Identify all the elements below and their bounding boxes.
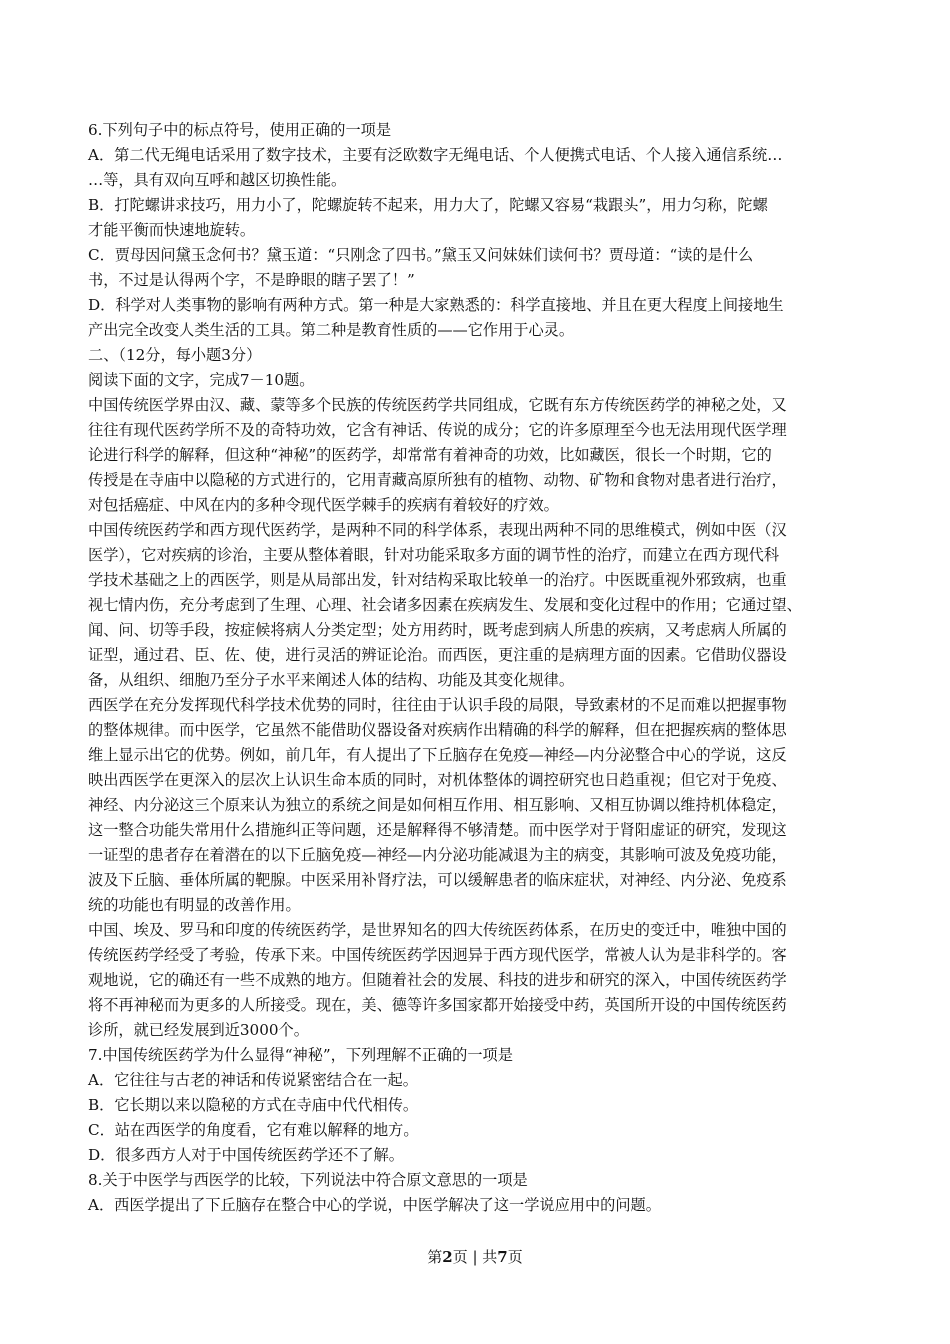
passage-line: 中国、埃及、罗马和印度的传统医药学，是世界知名的四大传统医药体系，在历史的变迁中，唯独中国的	[88, 921, 787, 939]
q7-stem: 7.中国传统医药学为什么显得“神秘”，下列理解不正确的一项是	[88, 1046, 513, 1064]
passage-line: 映出西医学在更深入的层次上认识生命本质的同时，对机体整体的调控研究也日趋重视；但它对于免疫、	[88, 771, 787, 789]
footer-prefix: 第	[427, 1248, 443, 1266]
passage-line: 传统医药学经受了考验，传承下来。中国传统医药学因迥异于西方现代医学，常被人认为是非科学的。客	[88, 946, 787, 964]
q6-option-d-line2: 产出完全改变人类生活的工具。第二种是教育性质的——它作用于心灵。	[88, 321, 574, 339]
passage-line: 一证型的患者存在着潜在的以下丘脑免疫—神经—内分泌功能减退为主的病变，其影响可波及免疫功能，	[88, 846, 787, 864]
footer-suffix: 页	[507, 1248, 523, 1266]
passage-line: 视七情内伤，充分考虑到了生理、心理、社会诸多因素在疾病发生、发展和变化过程中的作用；它通过望、	[88, 596, 802, 614]
exam-page-body	[88, 118, 856, 1218]
q7-option-c: C．站在西医学的角度看，它有难以解释的地方。	[88, 1121, 419, 1139]
passage-line: 传授是在寺庙中以隐秘的方式进行的，它用青藏高原所独有的植物、动物、矿物和食物对患者进行治疗，	[88, 471, 787, 489]
passage-line: 闻、问、切等手段，按症候将病人分类定型；处方用药时，既考虑到病人所患的疾病，又考虑病人所属的	[88, 621, 787, 639]
section-heading: 二、（12分，每小题3分）	[88, 346, 262, 364]
q6-option-a-line2: …等，具有双向互呼和越区切换性能。	[88, 171, 347, 189]
passage-line: 将不再神秘而为更多的人所接受。现在，美、德等许多国家都开始接受中药，英国所开设的中国传统医药	[88, 996, 787, 1014]
passage-line: 的整体规律。而中医学，它虽然不能借助仪器设备对疾病作出精确的科学的解释，但在把握疾病的整体思	[88, 721, 787, 739]
q7-option-a: A．它往往与古老的神话和传说紧密结合在一起。	[88, 1071, 418, 1089]
q7-option-d: D．很多西方人对于中国传统医药学还不了解。	[88, 1146, 404, 1164]
q6-option-c-line2: 书，不过是认得两个字，不是睁眼的瞎子罢了！”	[88, 271, 415, 289]
passage-line: 波及下丘脑、垂体所属的靶腺。中医采用补肾疗法，可以缓解患者的临床症状，对神经、内分泌、免疫系	[88, 871, 787, 889]
passage-line: 统的功能也有明显的改善作用。	[88, 896, 301, 914]
q8-option-a: A．西医学提出了下丘脑存在整合中心的学说，中医学解决了这一学说应用中的问题。	[88, 1196, 661, 1214]
page-footer	[0, 1246, 950, 1267]
passage-line: 证型，通过君、臣、佐、使，进行灵活的辨证论治。而西医，更注重的是病理方面的因素。它借助仪器设	[88, 646, 787, 664]
footer-middle: 页 | 共	[452, 1248, 498, 1266]
q6-option-d-line1: D．科学对人类事物的影响有两种方式。第一种是大家熟悉的：科学直接地、并且在更大程度上间接地生	[88, 296, 784, 314]
passage-line: 医学），它对疾病的诊治，主要从整体着眼，针对功能采取多方面的调节性的治疗，而建立在西方现代科	[88, 546, 780, 564]
passage-line: 备，从组织、细胞乃至分子水平来阐述人体的结构、功能及其变化规律。	[88, 671, 574, 689]
passage-line: 诊所，就已经发展到近3000个。	[88, 1021, 309, 1039]
q7-option-b: B．它长期以来以隐秘的方式在寺庙中代代相传。	[88, 1096, 419, 1114]
passage-line: 论进行科学的解释，但这种“神秘”的医药学，却常常有着神奇的功效，比如藏医，很长一个时期，它的	[88, 446, 772, 464]
section-instruction: 阅读下面的文字，完成7－10题。	[88, 371, 315, 389]
q6-option-b-line2: 才能平衡而快速地旋转。	[88, 221, 256, 239]
passage-line: 这一整合功能失常用什么措施纠正等问题，还是解释得不够清楚。而中医学对于肾阳虚证的研究，发现这	[88, 821, 787, 839]
passage-line: 往往有现代医药学所不及的奇特功效，它含有神话、传说的成分；它的许多原理至今也无法用现代医学理	[88, 421, 787, 439]
passage-line: 学技术基础之上的西医学，则是从局部出发，针对结构采取比较单一的治疗。中医既重视外邪致病，也重	[88, 571, 787, 589]
passage-line: 神经、内分泌这三个原来认为独立的系统之间是如何相互作用、相互影响、又相互协调以维持机体稳定，	[88, 796, 787, 814]
q8-stem: 8.关于中医学与西医学的比较，下列说法中符合原文意思的一项是	[88, 1171, 528, 1189]
q6-option-c-line1: C．贾母因问黛玉念何书？黛玉道：“只刚念了四书。”黛玉又问妹妹们读何书？贾母道：“读的是什么	[88, 246, 754, 264]
passage-line: 对包括癌症、中风在内的多种令现代医学棘手的疾病有着较好的疗效。	[88, 496, 559, 514]
footer-page-number: 2	[442, 1248, 453, 1266]
passage-line: 维上显示出它的优势。例如，前几年，有人提出了下丘脑存在免疫—神经—内分泌整合中心的学说，这反	[88, 746, 787, 764]
passage-line: 西医学在充分发挥现代科学技术优势的同时，往往由于认识手段的局限，导致素材的不足而难以把握事物	[88, 696, 787, 714]
passage-line: 观地说，它的确还有一些不成熟的地方。但随着社会的发展、科技的进步和研究的深入，中国传统医药学	[88, 971, 787, 989]
passage-line: 中国传统医学界由汉、藏、蒙等多个民族的传统医药学共同组成，它既有东方传统医药学的神秘之处，又	[88, 396, 787, 414]
q6-stem: 6.下列句子中的标点符号，使用正确的一项是	[88, 121, 392, 139]
q6-option-a-line1: A．第二代无绳电话采用了数字技术，主要有泛欧数字无绳电话、个人便携式电话、个人接入通信系统…	[88, 146, 783, 164]
footer-total-pages: 7	[497, 1248, 508, 1266]
passage-line: 中国传统医药学和西方现代医药学，是两种不同的科学体系，表现出两种不同的思维模式，例如中医（汉	[88, 521, 787, 539]
q6-option-b-line1: B．打陀螺讲求技巧，用力小了，陀螺旋转不起来，用力大了，陀螺又容易“栽跟头”，用力匀称，陀螺	[88, 196, 768, 214]
